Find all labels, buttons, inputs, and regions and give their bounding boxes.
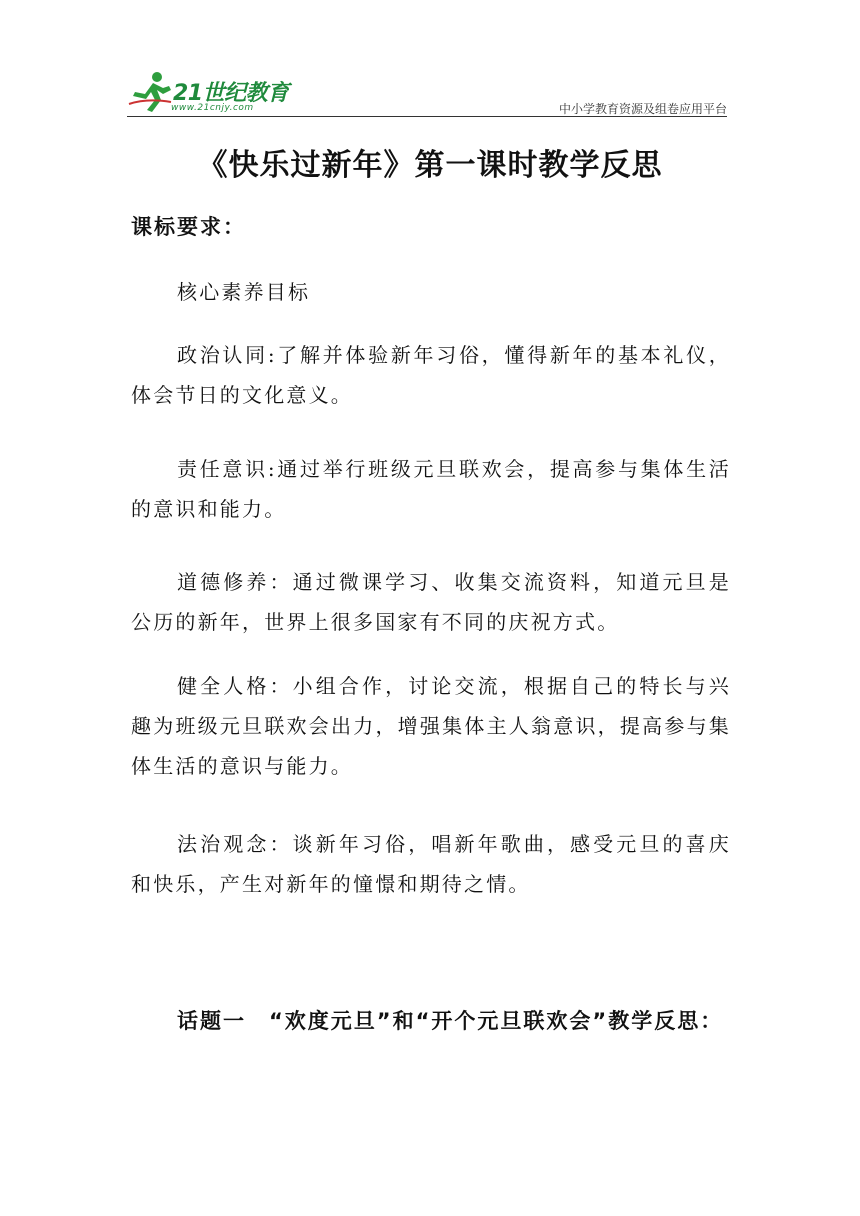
paragraph-core-goals: 核心素养目标 (177, 280, 311, 304)
page-title: 《快乐过新年》第一课时教学反思 (197, 148, 663, 183)
runner-logo-icon (127, 70, 175, 114)
logo-text: 21世纪教育 (173, 81, 289, 106)
paragraph-personality: 健全人格：小组合作，讨论交流，根据自己的特长与兴趣为班级元旦联欢会出力，增强集体主人翁意识，提高参与集体生活的意识与能力。 (131, 674, 731, 778)
logo (127, 66, 327, 116)
paragraph-political: 政治认同:了解并体验新年习俗，懂得新年的基本礼仪，体会节日的文化意义。 (131, 343, 731, 407)
logo-url: www.21cnjy.com (171, 103, 254, 113)
paragraph-morality: 道德修养：通过微课学习、收集交流资料，知道元旦是公历的新年，世界上很多国家有不同的庆祝方式。 (131, 570, 731, 634)
platform-name: 中小学教育资源及组卷应用平台 (558, 102, 727, 116)
header-divider (127, 116, 727, 117)
section-heading: 课标要求： (131, 215, 246, 239)
paragraph-responsibility: 责任意识:通过举行班级元旦联欢会，提高参与集体生活的意识和能力。 (131, 457, 731, 521)
document-header (127, 66, 727, 116)
topic-heading: 话题一 “欢度元旦”和“开个元旦联欢会”教学反思： (177, 1009, 724, 1033)
paragraph-rule-of-law: 法治观念：谈新年习俗，唱新年歌曲，感受元旦的喜庆和快乐，产生对新年的憧憬和期待之情。 (131, 832, 731, 896)
